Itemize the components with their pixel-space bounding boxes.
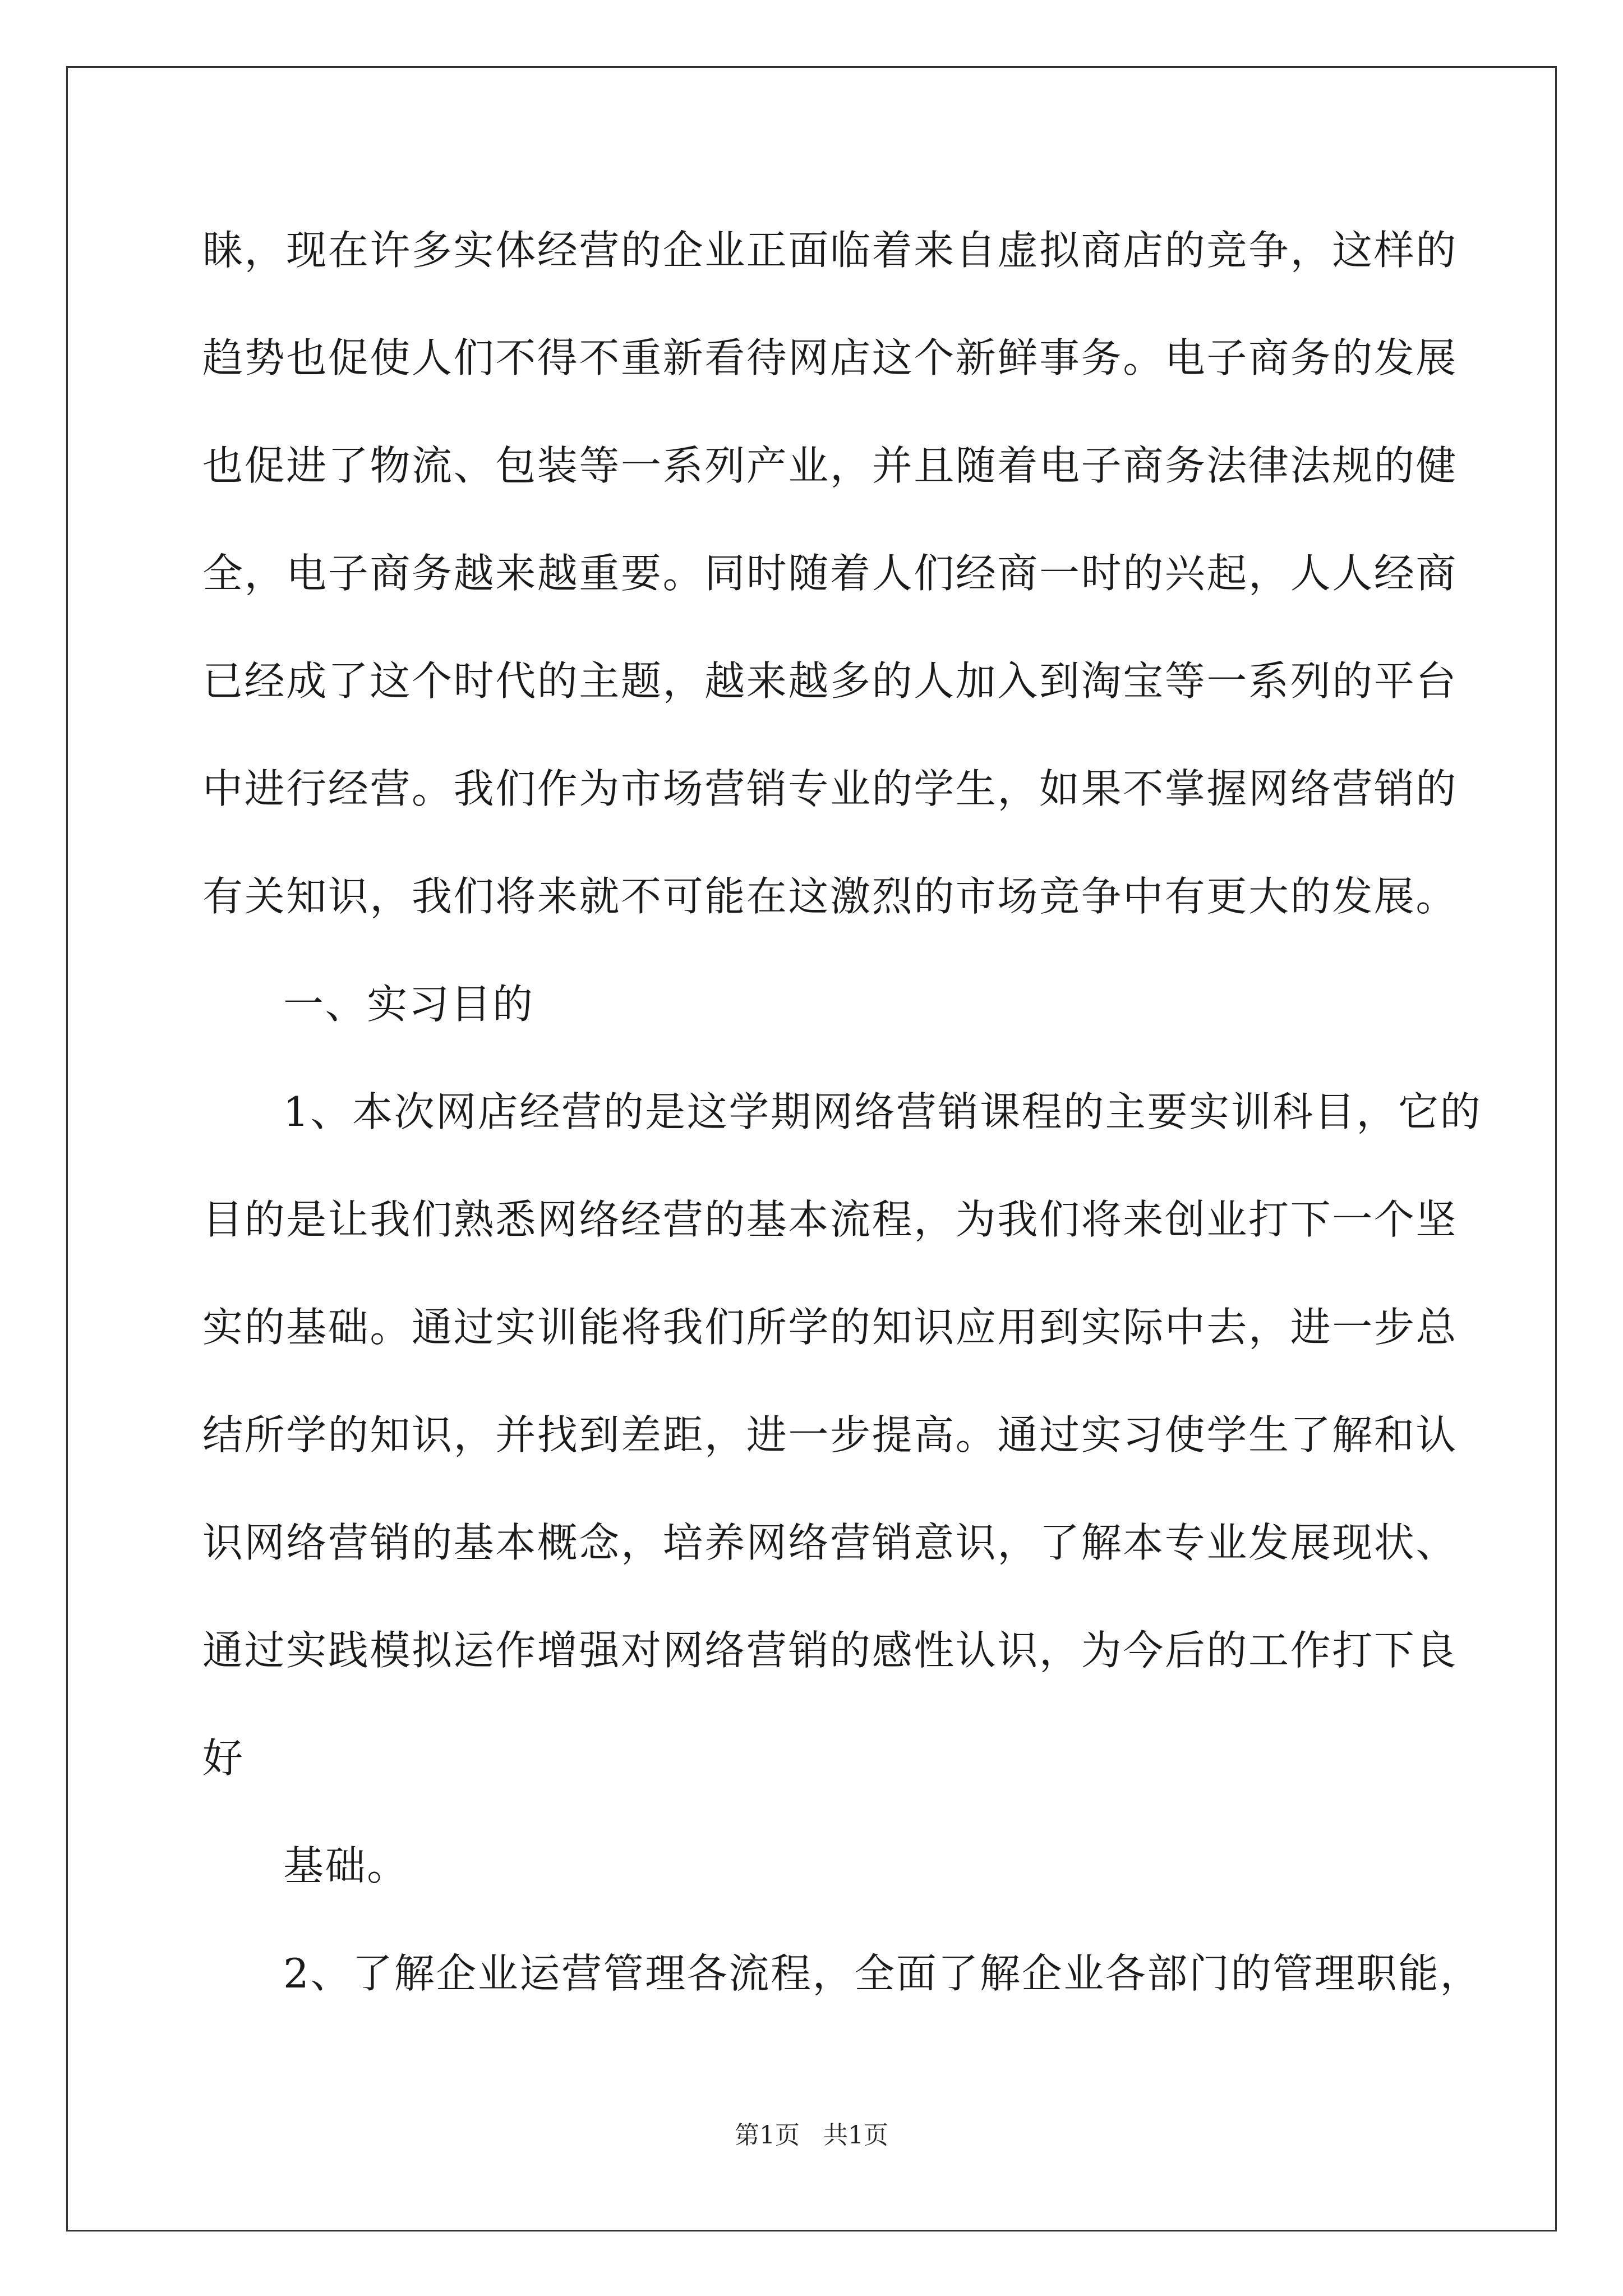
text-line: 已经成了这个时代的主题，越来越多的人加入到淘宝等一系列的平台 bbox=[202, 657, 1458, 705]
document-body bbox=[202, 209, 1482, 2040]
text-line: 基础。 bbox=[283, 1842, 409, 1889]
text-line: 好 bbox=[202, 1734, 245, 1782]
page-footer bbox=[0, 2115, 1623, 2151]
text-line: 全，电子商务越来越重要。同时随着人们经商一时的兴起，人人经商 bbox=[202, 550, 1458, 597]
text-line: 结所学的知识，并找到差距，进一步提高。通过实习使学生了解和认 bbox=[202, 1411, 1458, 1458]
text-line: 实的基础。通过实训能将我们所学的知识应用到实际中去，进一步总 bbox=[202, 1304, 1458, 1351]
text-line: 有关知识，我们将来就不可能在这激烈的市场竞争中有更大的发展。 bbox=[202, 873, 1458, 920]
text-line: 也促进了物流、包装等一系列产业，并且随着电子商务法律法规的健 bbox=[202, 442, 1458, 489]
text-line: 睐，现在许多实体经营的企业正面临着来自虚拟商店的竞争，这样的 bbox=[202, 227, 1458, 274]
text-line: 识网络营销的基本概念，培养网络营销意识，了解本专业发展现状、 bbox=[202, 1519, 1458, 1566]
text-line: 通过实践模拟运作增强对网络营销的感性认识，为今后的工作打下良 bbox=[202, 1627, 1458, 1674]
page-total: 共1页 bbox=[823, 2121, 888, 2150]
text-line: 1、本次网店经营的是这学期网络营销课程的主要实训科目，它的 bbox=[283, 1088, 1482, 1135]
section-heading: 一、实习目的 bbox=[283, 981, 534, 1028]
page-number: 第1页 bbox=[735, 2121, 800, 2150]
text-line: 2、了解企业运营管理各流程，全面了解企业各部门的管理职能， bbox=[283, 1950, 1482, 1997]
text-line: 趋势也促使人们不得不重新看待网店这个新鲜事务。电子商务的发展 bbox=[202, 334, 1458, 381]
text-line: 目的是让我们熟悉网络经营的基本流程，为我们将来创业打下一个坚 bbox=[202, 1196, 1458, 1243]
text-line: 中进行经营。我们作为市场营销专业的学生，如果不掌握网络营销的 bbox=[202, 765, 1458, 812]
